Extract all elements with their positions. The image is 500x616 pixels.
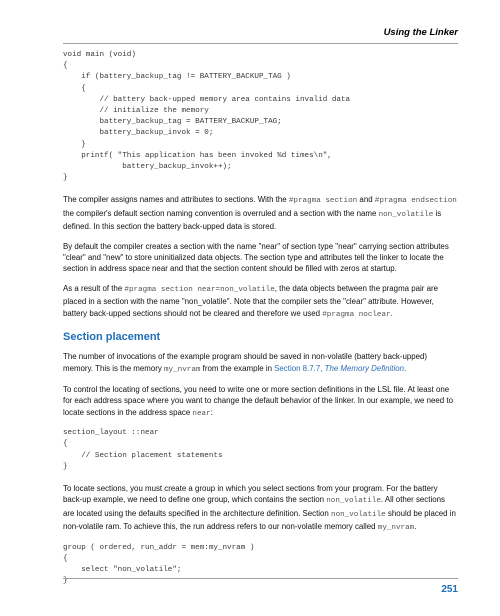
paragraph-locating: To control the locating of sections, you need to write one or more section definitions in the LSL file. At least one for each address space where you want to change the default behavior of the linker. In our example, we need to locate sections in the address space near:	[63, 384, 453, 418]
inline-code: non_volatile	[326, 497, 381, 506]
paragraph-default-near: By default the compiler creates a section with the name "near" of section type "near" carrying section attributes "clear" and "new" to store uninitialized data objects. The section type and attributes tell the linker to locate the section in address space near and that the section content should be filled with zeros at startup.	[63, 241, 449, 274]
inline-code: my_nvram	[377, 524, 415, 533]
code-block-section-layout: section_layout ::near { // Section placement statements }	[63, 429, 223, 471]
section-heading: Section placement	[63, 331, 161, 344]
section-link[interactable]: Section 8.7.7,	[274, 363, 323, 373]
paragraph-pragma-result: As a result of the #pragma section near=non_volatile, the data objects between the pragma pair are placed in a section with the name "non_volatile". Note that the compiler sets the "clear" attribute. However, battery back-upped sections should not be cleared and therefore we used #pragma noclear.	[63, 283, 438, 319]
memory-definition-link[interactable]: The Memory Definition	[324, 363, 404, 373]
paragraph-section-names: The compiler assigns names and attributes to sections. With the #pragma section and #pragma endsection the compiler's default section naming convention is overruled and a section with the name non_volatile is defined. In this section the battery back-upped data is stored.	[63, 195, 457, 232]
code-block-main: void main (void) { if (battery_backup_tag != BATTERY_BACKUP_TAG ) { // battery back-upped memory area contains invalid data // initialize the memory battery_backup_tag = BATTERY_BACKUP_TAG; battery_backup_invok = 0; } printf( "This application has been invoked %d times\n", battery_backup_invok++); }	[63, 51, 351, 183]
inline-code: #pragma endsection	[374, 197, 457, 206]
inline-code: #pragma section near=non_volatile	[124, 285, 275, 294]
page-number: 251	[441, 584, 458, 595]
running-header: Using the Linker	[383, 27, 458, 38]
footer-rule	[63, 578, 458, 579]
inline-code: #pragma section	[288, 197, 358, 206]
paragraph-invocations: The number of invocations of the example program should be saved in non-volatile (battery back-upped) memory. This is the memory my_nvram from the example in Section 8.7.7, The Memory Definition.	[63, 352, 428, 374]
inline-code: my_nvram	[164, 365, 201, 374]
code-block-group: group ( ordered, run_addr = mem:my_nvram ) { select "non_volatile"; }	[63, 543, 255, 586]
page-content	[63, 50, 458, 587]
inline-code: near	[192, 409, 211, 418]
header-rule	[63, 43, 458, 44]
paragraph-group: To locate sections, you must create a group in which you select sections from your program. For the battery back-up example, we need to define one group, which contains the section non_volatile. All other sections are located using the defaults specified in the architecture definition. Section non_volatile should be placed in non-volatile ram. To achieve this, the run address refers to our non-volatile memory called my_nvram.	[63, 483, 456, 533]
inline-code: #pragma noclear	[322, 310, 391, 319]
inline-code: non_volatile	[378, 210, 434, 219]
inline-code: non_volatile	[331, 510, 386, 519]
